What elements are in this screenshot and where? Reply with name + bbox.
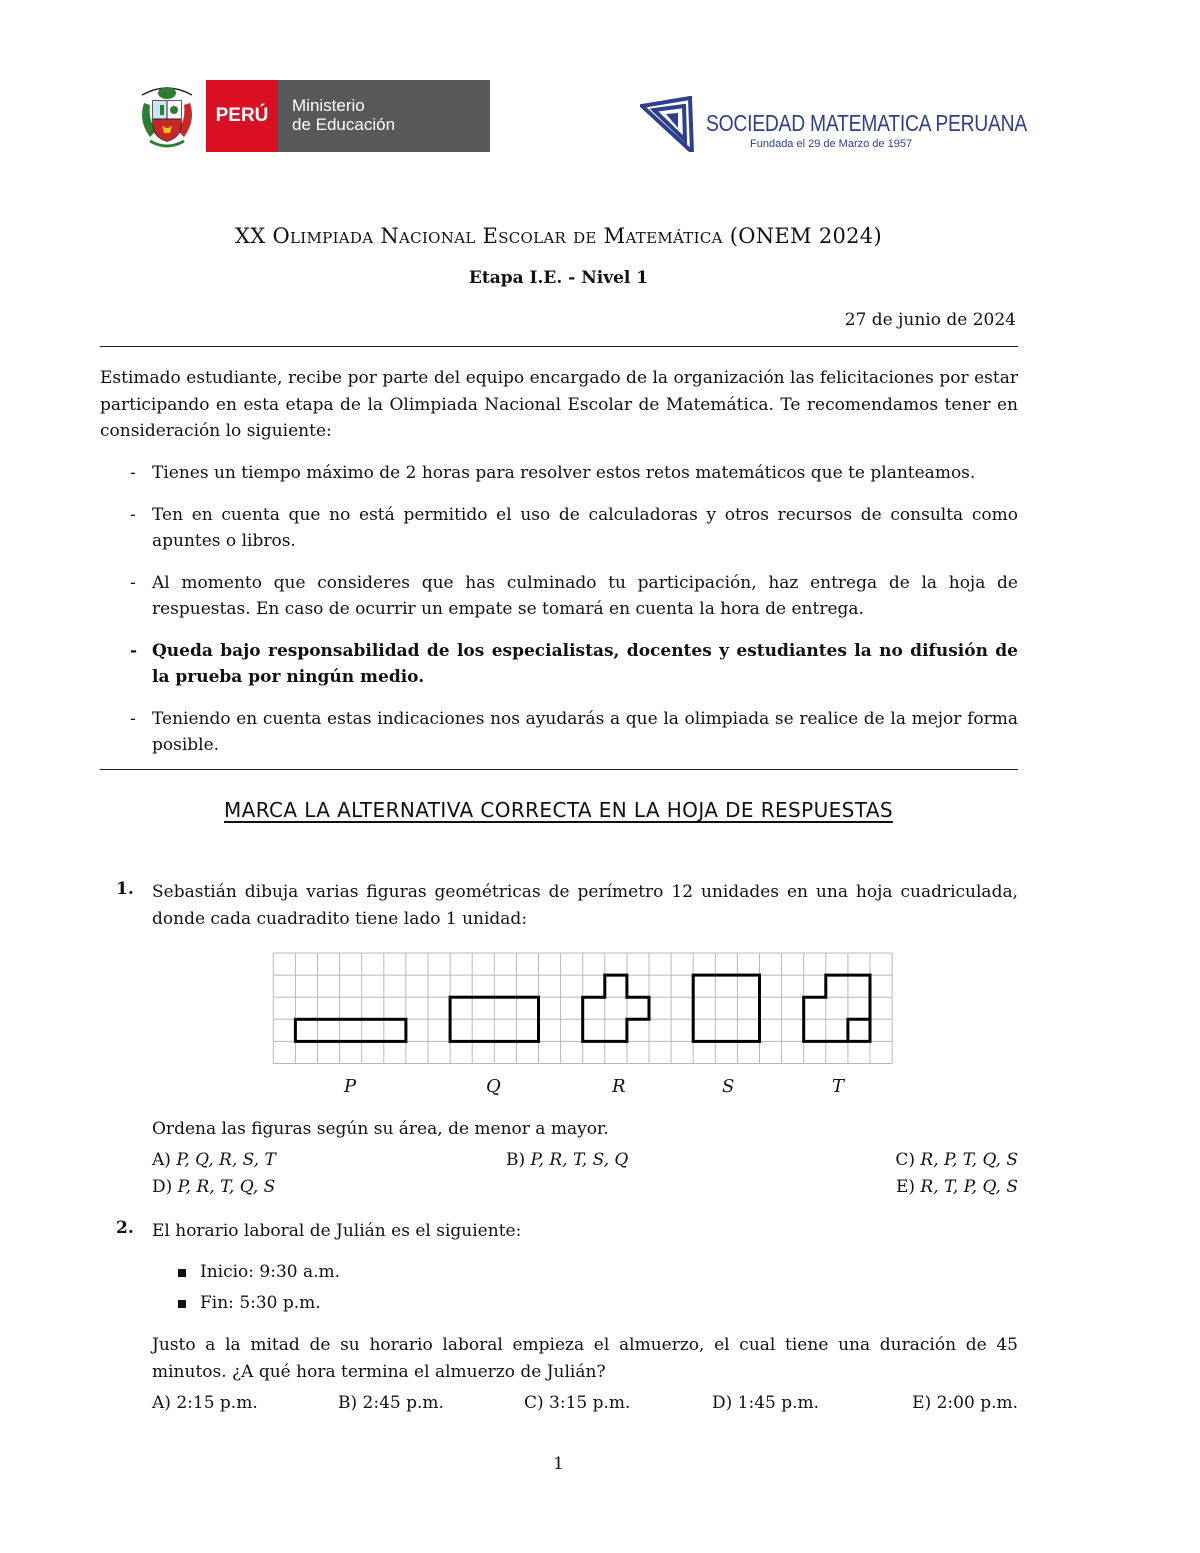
option-e[interactable]: E) R, T, P, Q, S (895, 1177, 1018, 1197)
title-suffix: (ONEM 2024) (722, 224, 882, 248)
ministry-line-1: Ministerio (292, 96, 365, 115)
option-d[interactable]: D) 1:45 p.m. (712, 1393, 820, 1413)
smp-founded: Fundada el 29 de Marzo de 1957 (750, 138, 913, 150)
figure-label-r: R (612, 1076, 626, 1097)
problem-2-number: 2. (116, 1218, 134, 1238)
problem-1-text: Sebastián dibuja varias figuras geométricas de perímetro 12 unidades en una hoja cuadriculada, donde cada cuadradito tiene lado 1 unidad: (152, 882, 1018, 929)
figure-label-t: T (832, 1076, 845, 1097)
problem-2-text: El horario laboral de Julián es el siguiente: (152, 1221, 522, 1241)
option-d[interactable]: D) P, R, T, Q, S (152, 1177, 276, 1197)
peru-ministry-logo (136, 80, 492, 152)
problem-2-options (152, 1393, 1018, 1423)
smp-name: SOCIEDAD MATEMATICA PERUANA (706, 110, 1027, 136)
divider-top (100, 346, 1018, 347)
schedule-end: Fin: 5:30 p.m. (178, 1288, 340, 1319)
figure-p (295, 1019, 406, 1041)
figure-label-s: S (722, 1076, 735, 1097)
problem-1-options (152, 1150, 1018, 1210)
divider-bottom (100, 769, 1018, 770)
instruction-item: - Tienes un tiempo máximo de 2 horas para resolver estos retos matemáticos que te planteamos. (130, 460, 1018, 487)
option-a[interactable]: A) 2:15 p.m. (152, 1393, 258, 1413)
figure-s (693, 975, 759, 1041)
smp-triangle-icon (640, 96, 696, 152)
intro-paragraph: Estimado estudiante, recibe por parte del equipo encargado de la organización las felicitaciones por estar participando en esta etapa de la Olimpiada Nacional Escolar de Matemática. Te recomendamos tener en consideración lo siguiente: (100, 368, 1018, 441)
schedule-list (178, 1257, 340, 1319)
option-e[interactable]: E) 2:00 p.m. (912, 1393, 1018, 1413)
instruction-item: - Teniendo en cuenta estas indicaciones nos ayudarás a que la olimpiada se realice de la mejor forma posible. (130, 706, 1018, 759)
figure-r (583, 975, 649, 1041)
section-heading: MARCA LA ALTERNATIVA CORRECTA EN LA HOJA DE RESPUESTAS (223, 798, 893, 822)
smp-logo (640, 96, 1027, 156)
option-c[interactable]: C) 3:15 p.m. (524, 1393, 631, 1413)
instructions-list (130, 460, 1018, 774)
figure-label-p: P (344, 1076, 357, 1097)
option-c[interactable]: C) R, P, T, Q, S (895, 1150, 1018, 1170)
title-olympiad: Olimpiada Nacional Escolar de Matemática (272, 224, 723, 248)
instruction-item: - Ten en cuenta que no está permitido el uso de calculadoras y otros recursos de consulta como apuntes o libros. (130, 502, 1018, 555)
exam-stage: Etapa I.E. - Nivel 1 (468, 268, 649, 288)
page-number: 1 (553, 1454, 564, 1474)
title-prefix: XX (235, 224, 273, 248)
ministry-label (278, 80, 490, 152)
problem-2-question: Justo a la mitad de su horario laboral empieza el almuerzo, el cual tiene una duración de 45 minutos. ¿A qué hora termina el almuerzo de Julián? (152, 1335, 1018, 1382)
instruction-item: - Al momento que consideres que has culminado tu participación, haz entrega de la hoja de respuestas. En caso de ocurrir un empate se tomará en cuenta la hora de entrega. (130, 570, 1018, 623)
instruction-item-bold: - Queda bajo responsabilidad de los especialistas, docentes y estudiantes la no difusión de la prueba por ningún medio. (130, 638, 1018, 691)
figure-t (804, 975, 870, 1041)
figure-label-q: Q (486, 1076, 501, 1097)
option-b[interactable]: B) 2:45 p.m. (338, 1393, 444, 1413)
exam-date: 27 de junio de 2024 (844, 310, 1016, 330)
option-b[interactable]: B) P, R, T, S, Q (506, 1150, 629, 1170)
schedule-start: Inicio: 9:30 a.m. (178, 1257, 340, 1288)
problem-1-number: 1. (116, 879, 134, 899)
peru-coat-of-arms-icon (136, 81, 198, 151)
ministry-line-2: de Educación (292, 115, 396, 134)
problem-1-grid-figure (270, 950, 898, 1066)
peru-label: PERÚ (206, 80, 278, 152)
problem-1-question: Ordena las figuras según su área, de menor a mayor. (152, 1119, 609, 1139)
option-a[interactable]: A) P, Q, R, S, T (152, 1150, 276, 1170)
exam-title (0, 224, 1117, 248)
